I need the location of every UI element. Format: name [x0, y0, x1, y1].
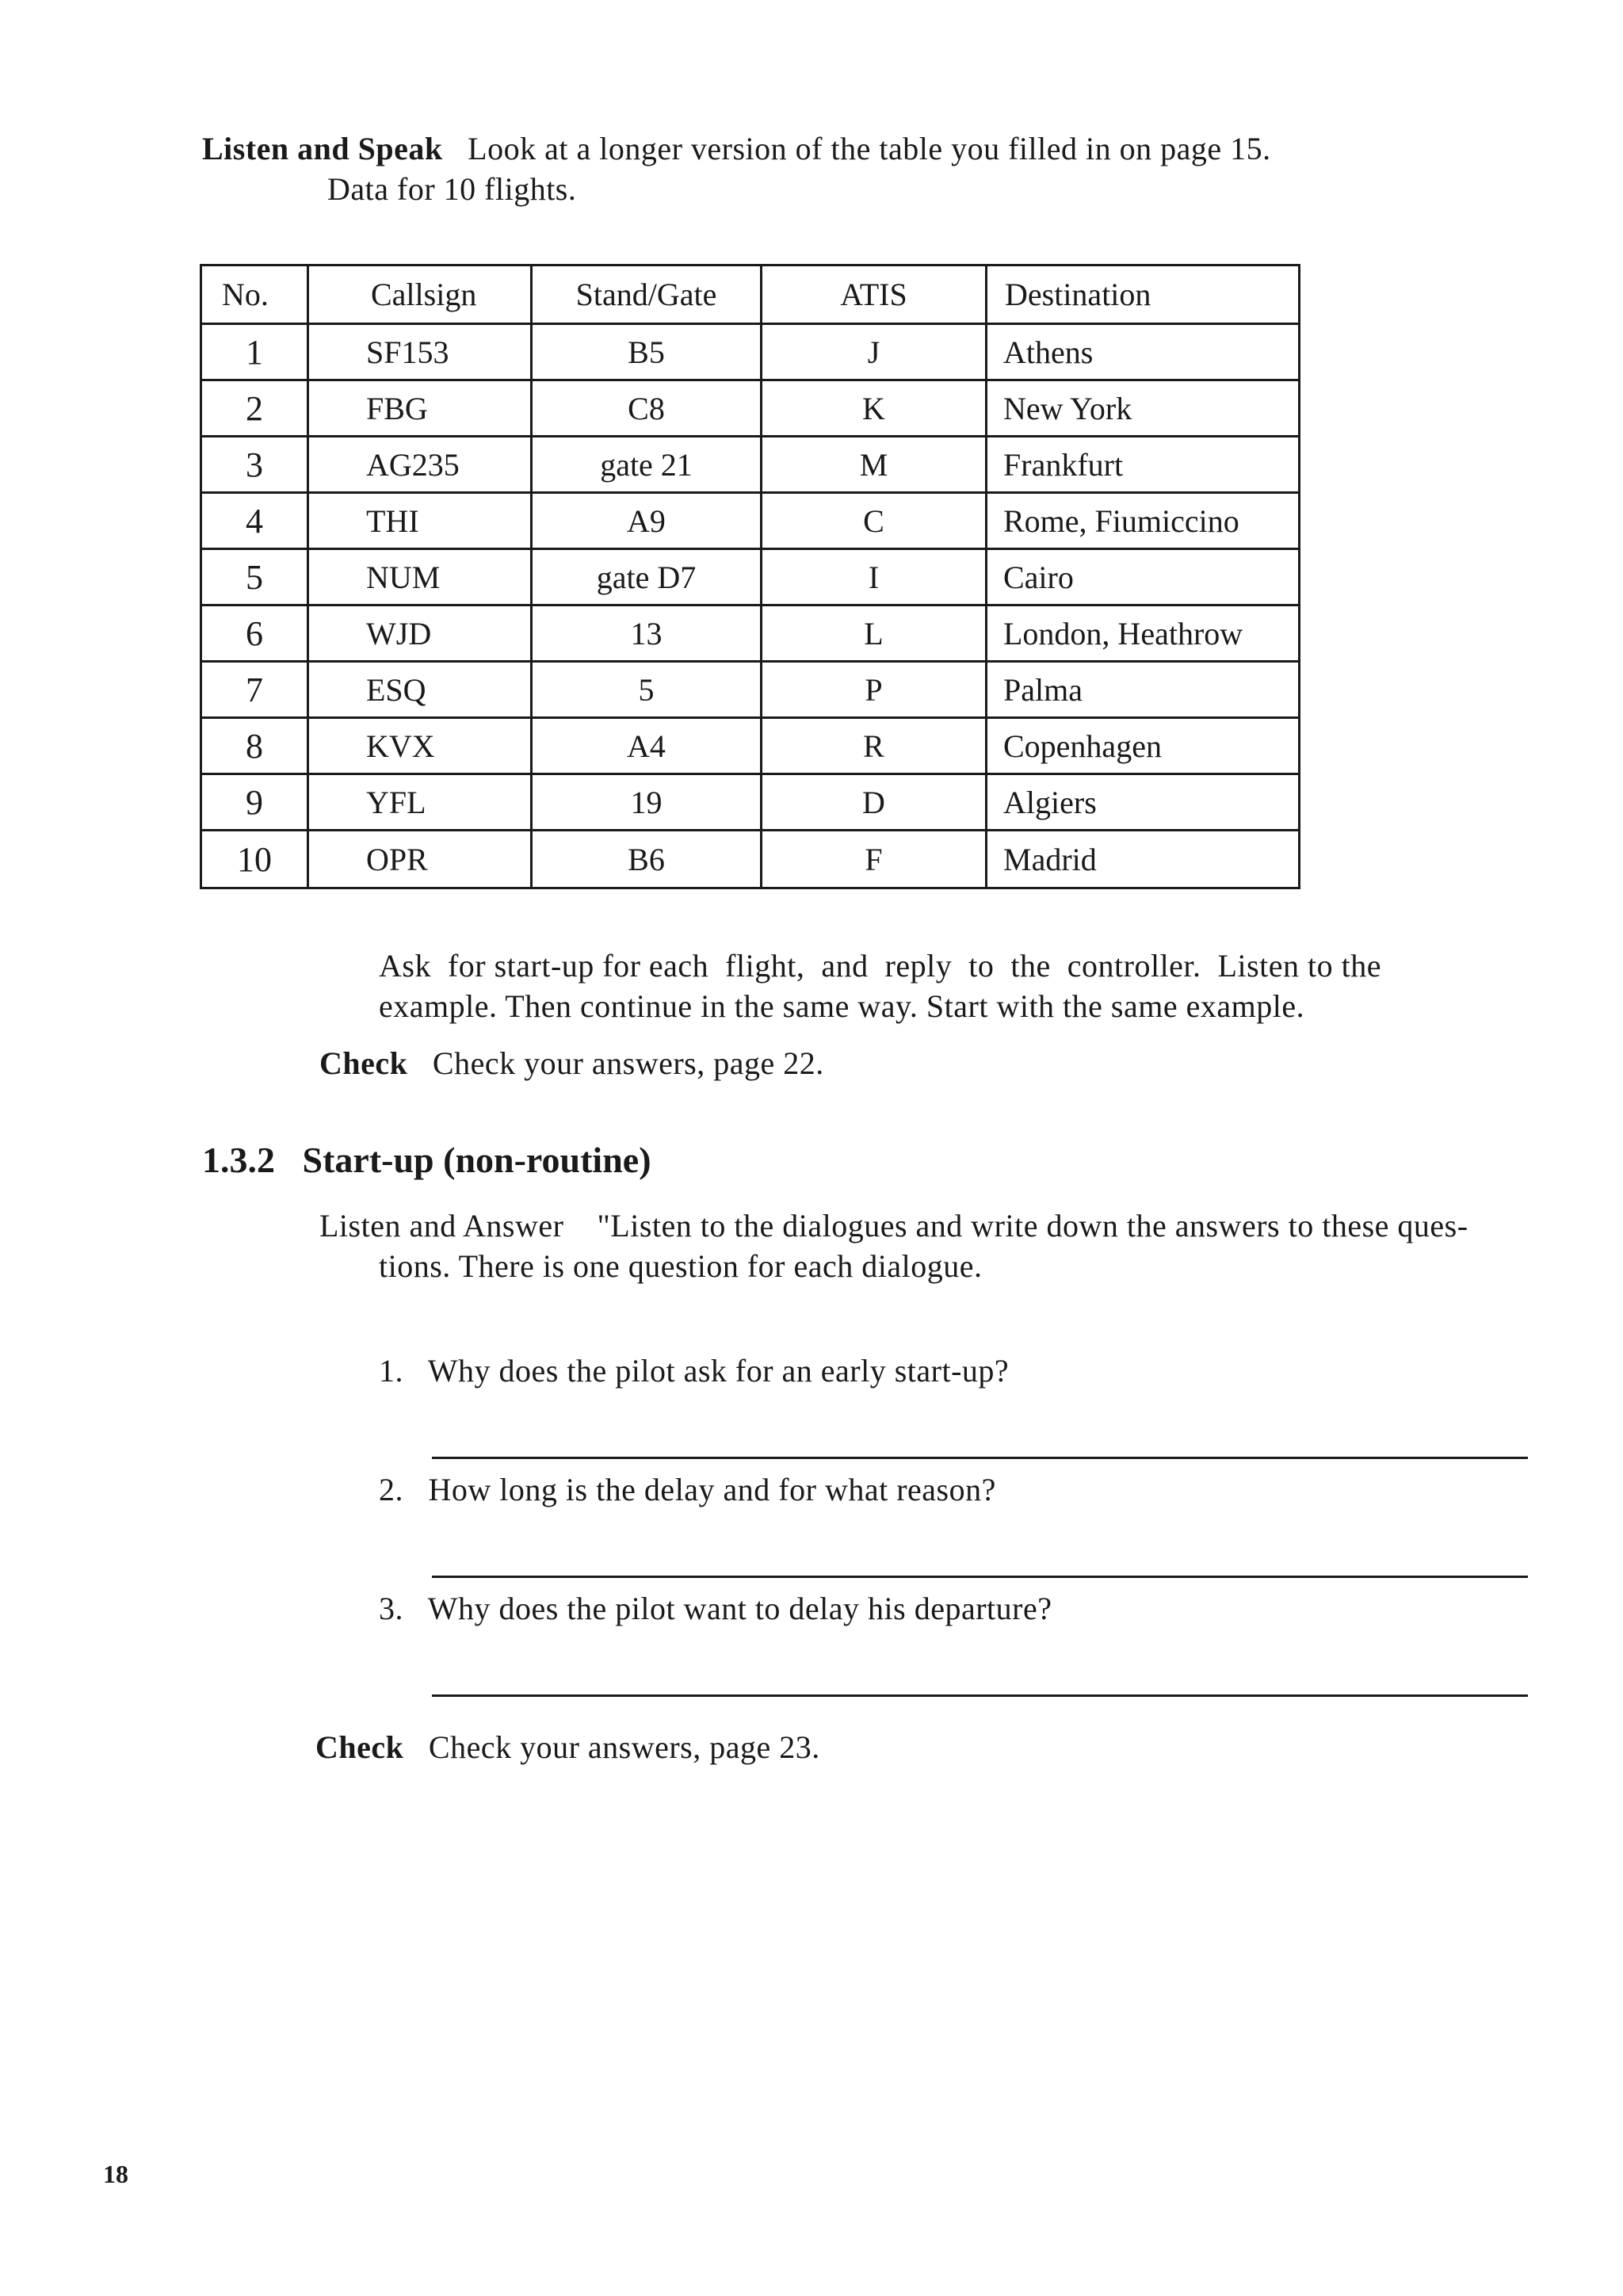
cell-stand-gate: B6: [532, 831, 762, 888]
cell-atis: F: [762, 831, 987, 888]
cell-callsign: OPR: [308, 831, 532, 888]
cell-no: 10: [201, 831, 308, 888]
intro-subtext: Data for 10 flights.: [327, 171, 577, 207]
table-header-row: [201, 266, 1300, 324]
cell-atis: D: [762, 774, 987, 831]
section-heading: [202, 1139, 651, 1181]
cell-callsign: FBG: [308, 380, 532, 437]
cell-no: 2: [201, 380, 308, 437]
cell-callsign: NUM: [308, 549, 532, 606]
check-line-1: [319, 1044, 824, 1083]
check-label: Check: [315, 1729, 404, 1765]
listen-answer-line-2: tions. There is one question for each dialogue.: [379, 1248, 983, 1284]
cell-no: 7: [201, 662, 308, 718]
listen-answer-label: Listen and Answer: [319, 1208, 564, 1244]
cell-destination: Athens: [987, 324, 1300, 380]
listen-answer-text: "Listen to the dialogues and write down the answers to these ques-: [597, 1208, 1468, 1244]
table-row: [201, 380, 1300, 437]
intro-label: Listen and Speak: [202, 131, 443, 166]
table-row: [201, 549, 1300, 606]
header-callsign: Callsign: [308, 266, 532, 324]
cell-stand-gate: C8: [532, 380, 762, 437]
cell-callsign: ESQ: [308, 662, 532, 718]
cell-atis: P: [762, 662, 987, 718]
table-row: [201, 606, 1300, 662]
cell-destination: Frankfurt: [987, 437, 1300, 493]
check-line-2: [315, 1728, 820, 1767]
cell-atis: R: [762, 718, 987, 774]
cell-destination: Copenhagen: [987, 718, 1300, 774]
check-label: Check: [319, 1045, 408, 1081]
cell-destination: Algiers: [987, 774, 1300, 831]
section-number: 1.3.2: [202, 1140, 275, 1180]
table-row: [201, 774, 1300, 831]
listen-answer-line-1: [319, 1206, 1468, 1246]
header-atis: ATIS: [762, 266, 987, 324]
table-row: [201, 662, 1300, 718]
header-stand-gate: Stand/Gate: [532, 266, 762, 324]
question-2: [379, 1470, 996, 1510]
cell-no: 1: [201, 324, 308, 380]
flight-data-table: [200, 264, 1300, 889]
cell-destination: Rome, Fiumiccino: [987, 493, 1300, 549]
cell-atis: C: [762, 493, 987, 549]
cell-stand-gate: A4: [532, 718, 762, 774]
cell-stand-gate: 5: [532, 662, 762, 718]
intro-text: Look at a longer version of the table you filled in on page 15.: [468, 131, 1271, 166]
cell-stand-gate: B5: [532, 324, 762, 380]
cell-callsign: KVX: [308, 718, 532, 774]
table-row: [201, 493, 1300, 549]
cell-stand-gate: gate 21: [532, 437, 762, 493]
page-number: 18: [103, 2160, 128, 2188]
table-row: [201, 324, 1300, 380]
question-number: 3.: [379, 1591, 403, 1626]
header-destination: Destination: [987, 266, 1300, 324]
cell-no: 4: [201, 493, 308, 549]
cell-atis: J: [762, 324, 987, 380]
cell-atis: L: [762, 606, 987, 662]
question-3: [379, 1589, 1052, 1629]
cell-callsign: SF153: [308, 324, 532, 380]
cell-atis: K: [762, 380, 987, 437]
cell-destination: Cairo: [987, 549, 1300, 606]
cell-destination: Madrid: [987, 831, 1300, 888]
cell-destination: New York: [987, 380, 1300, 437]
question-number: 2.: [379, 1472, 403, 1507]
cell-callsign: YFL: [308, 774, 532, 831]
cell-callsign: WJD: [308, 606, 532, 662]
answer-line-3[interactable]: [432, 1694, 1528, 1697]
answer-line-2[interactable]: [432, 1576, 1528, 1578]
cell-atis: I: [762, 549, 987, 606]
check-text: Check your answers, page 22.: [432, 1045, 824, 1081]
cell-destination: London, Heathrow: [987, 606, 1300, 662]
cell-stand-gate: A9: [532, 493, 762, 549]
instructions-line-2: example. Then continue in the same way. Start with the same example.: [379, 988, 1305, 1024]
question-text: How long is the delay and for what reason?: [428, 1472, 996, 1507]
cell-no: 9: [201, 774, 308, 831]
check-text: Check your answers, page 23.: [428, 1729, 820, 1765]
header-no: No.: [201, 266, 308, 324]
question-text: Why does the pilot ask for an early start-up?: [427, 1353, 1010, 1389]
section-title: Start-up (non-routine): [302, 1140, 651, 1180]
answer-line-1[interactable]: [432, 1457, 1528, 1459]
question-text: Why does the pilot want to delay his departure?: [427, 1591, 1052, 1626]
table-row: [201, 718, 1300, 774]
cell-no: 8: [201, 718, 308, 774]
question-1: [379, 1351, 1009, 1391]
question-number: 1.: [379, 1353, 403, 1389]
table-row: [201, 831, 1300, 888]
cell-no: 3: [201, 437, 308, 493]
instructions-line-1: Ask for start-up for each flight, and reply to the controller. Listen to the: [379, 948, 1382, 984]
cell-callsign: THI: [308, 493, 532, 549]
cell-stand-gate: gate D7: [532, 549, 762, 606]
intro-line: [202, 129, 1271, 169]
table-row: [201, 437, 1300, 493]
cell-destination: Palma: [987, 662, 1300, 718]
cell-no: 6: [201, 606, 308, 662]
cell-stand-gate: 13: [532, 606, 762, 662]
cell-atis: M: [762, 437, 987, 493]
cell-stand-gate: 19: [532, 774, 762, 831]
cell-callsign: AG235: [308, 437, 532, 493]
cell-no: 5: [201, 549, 308, 606]
